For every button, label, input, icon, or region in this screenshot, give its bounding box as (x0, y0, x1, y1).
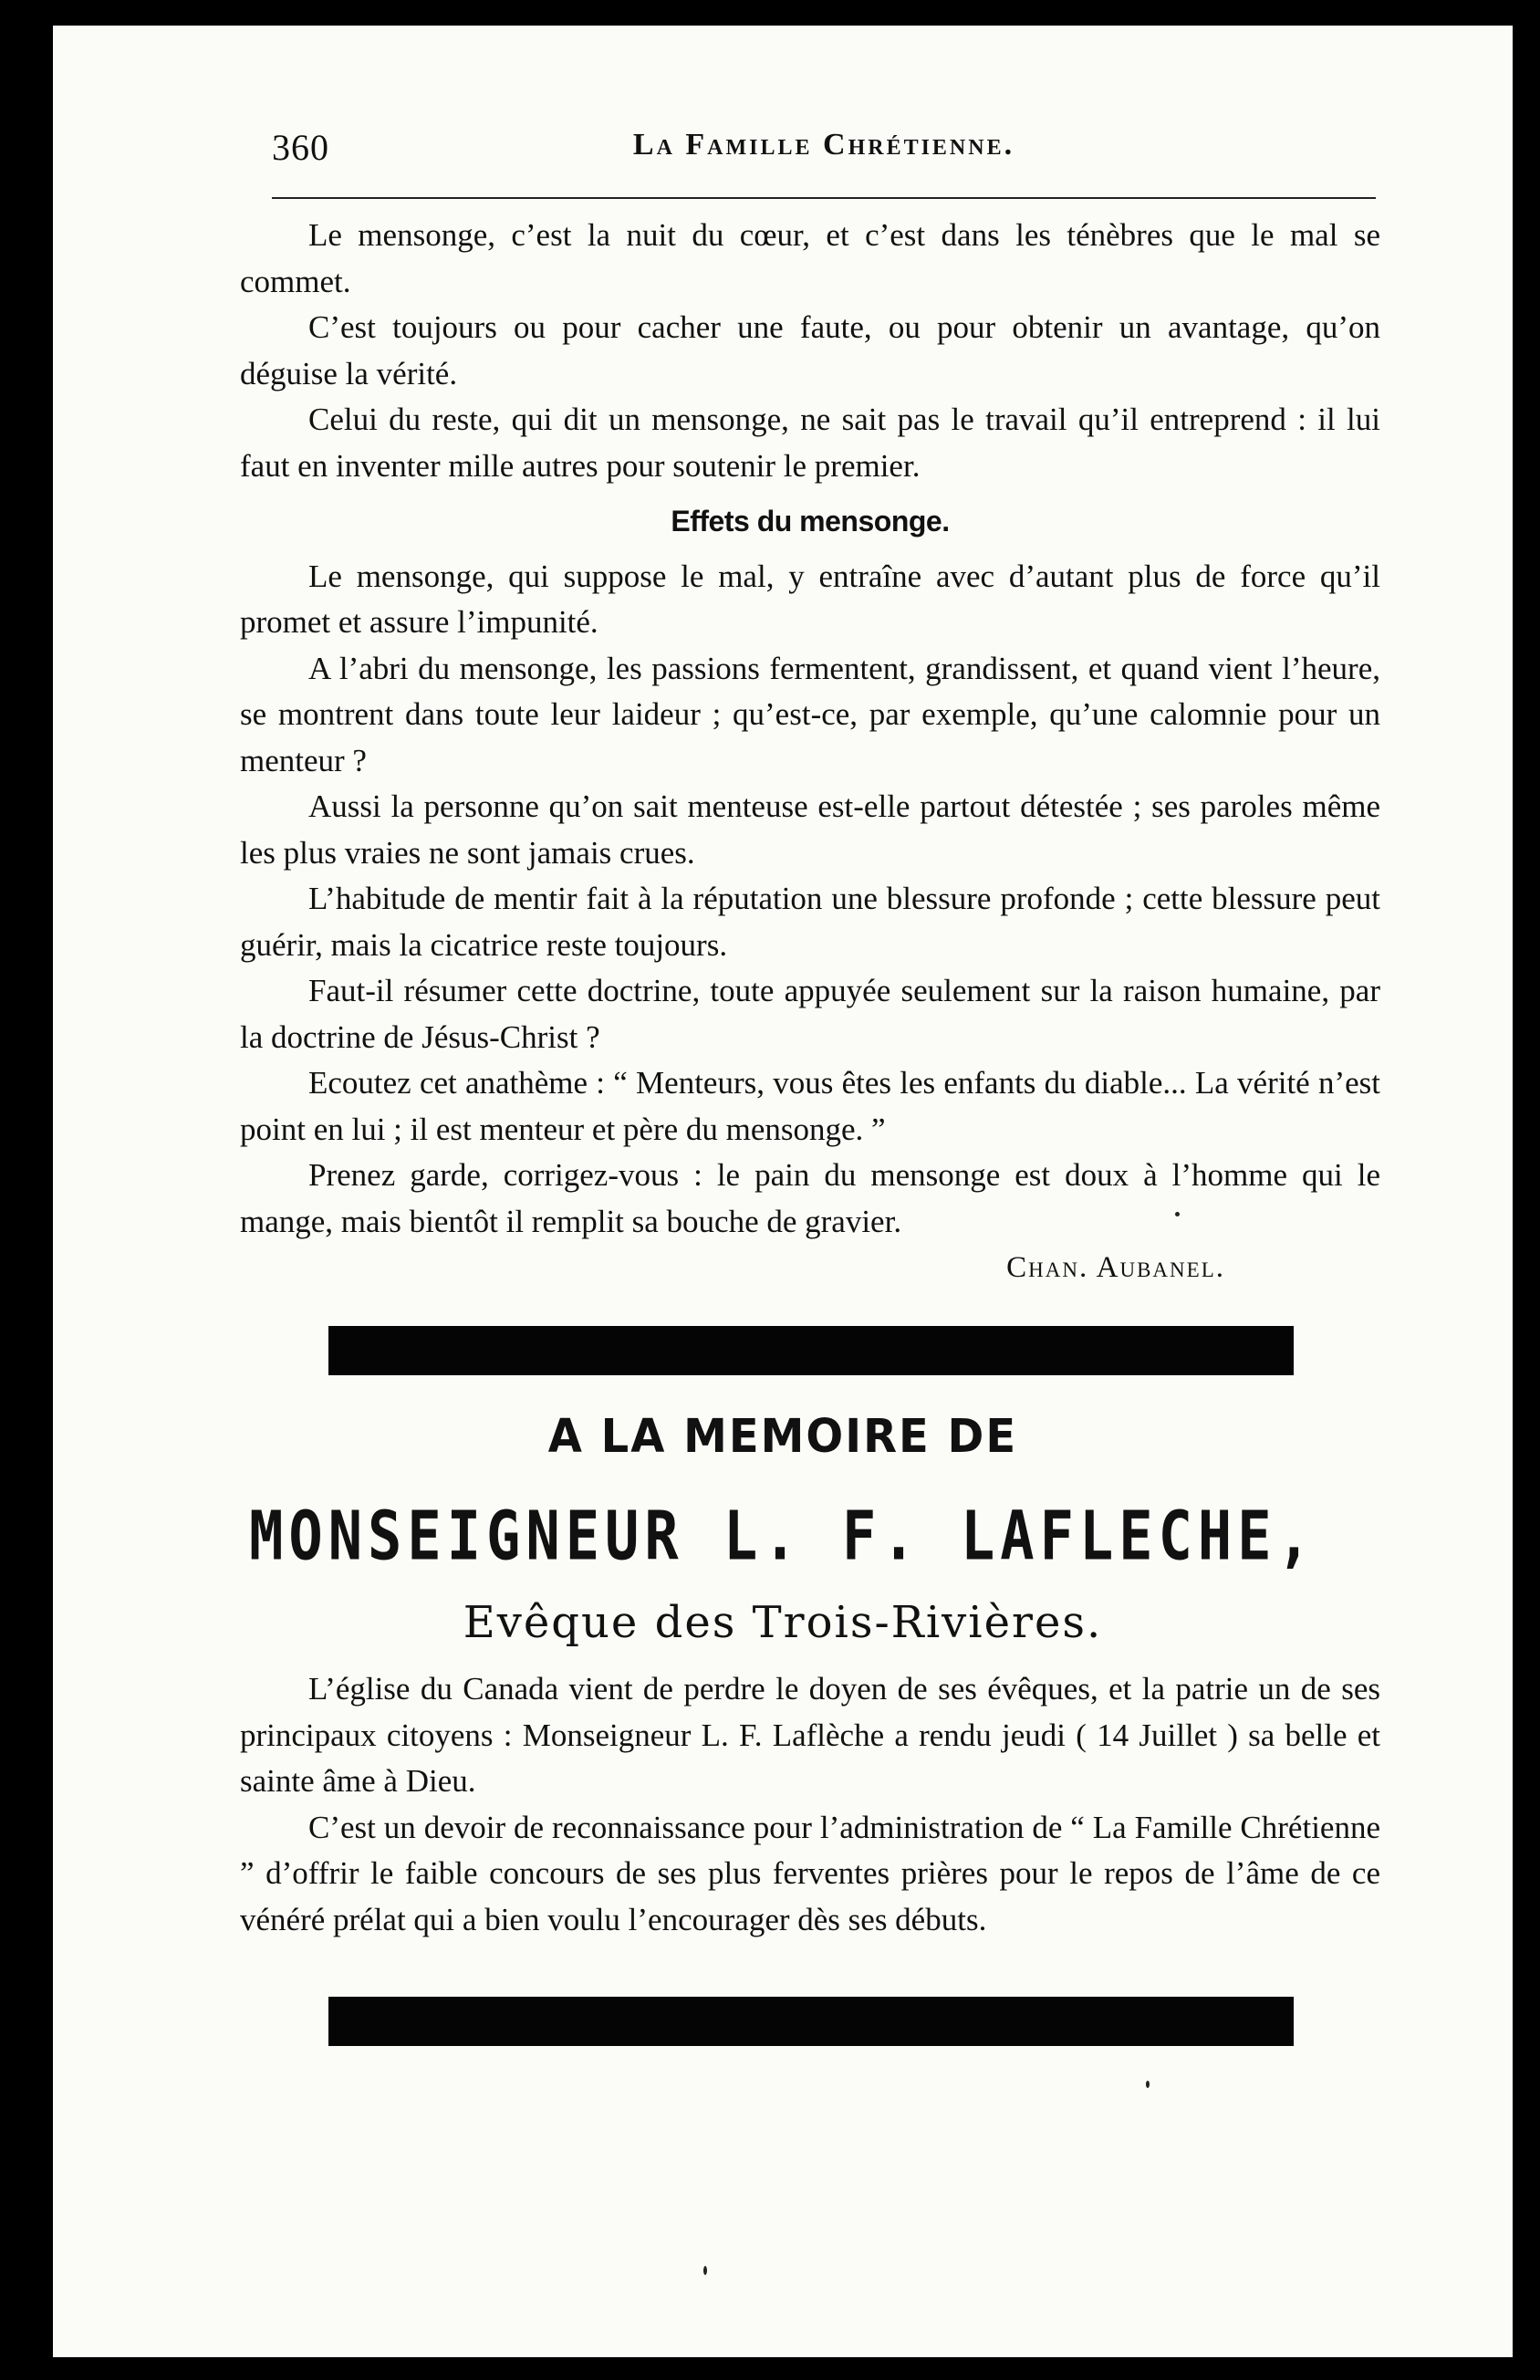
ink-speck (1175, 1212, 1180, 1216)
paragraph: L’église du Canada vient de perdre le doyen de ses évêques, et la patrie un de ses principaux citoyens : Monseigneur L. F. Laflèche a rendu jeudi ( 14 Juillet ) sa belle et sainte âme à Dieu. (240, 1671, 1380, 1799)
memorial-text (240, 1666, 1380, 1943)
black-divider-bottom (328, 1997, 1294, 2046)
paragraph: Le mensonge, c’est la nuit du cœur, et c’est dans les ténèbres que le mal se commet. (240, 217, 1380, 299)
page-header (272, 126, 1376, 181)
book-page (53, 26, 1513, 2357)
paragraph: C’est toujours ou pour cacher une faute, ou pour obtenir un avantage, qu’on déguise la vérité. (240, 309, 1380, 391)
paragraph: Prenez garde, corrigez-vous : le pain du mensonge est doux à l’homme qui le mange, mais bientôt il remplit sa bouche de gravier. (240, 1157, 1380, 1239)
paragraph: Le mensonge, qui suppose le mal, y entraîne avec d’autant plus de force qu’il promet et assure l’impunité. (240, 558, 1380, 640)
black-divider-top (328, 1326, 1294, 1375)
paragraph: A l’abri du mensonge, les passions fermentent, grandissent, et quand vient l’heure, se montrent dans toute leur laideur ; qu’est-ce, par exemple, qu’une calomnie pour un menteur ? (240, 650, 1380, 778)
memorial-title-line-1: A LA MEMOIRE DE (547, 1409, 1018, 1464)
author-signature: Chan. Aubanel. (1006, 1251, 1225, 1284)
memorial-title-line-3: Evêque des Trois-Rivières. (463, 1597, 1103, 1648)
running-title: La Famille Chrétienne. (632, 128, 1015, 162)
ink-speck (1146, 2081, 1150, 2088)
paragraph: Aussi la personne qu’on sait menteuse est-elle partout détestée ; ses paroles même les plus vraies ne sont jamais crues. (240, 788, 1380, 871)
page-number: 360 (272, 127, 329, 168)
ink-speck (703, 2266, 707, 2275)
paragraph: C’est un devoir de reconnaissance pour l’administration de “ La Famille Chrétienne ” d’offrir le faible concours de ses plus ferventes prières pour le repos de l’âme de ce vénéré prélat qui a bien voulu l’encourager dès ses débuts. (240, 1809, 1380, 1937)
header-rule (272, 197, 1376, 199)
memorial-title-line-2: MONSEIGNEUR L. F. LAFLECHE, (249, 1495, 1316, 1576)
paragraph: Faut-il résumer cette doctrine, toute appuyée seulement sur la raison humaine, par la doctrine de Jésus-Christ ? (240, 973, 1380, 1055)
paragraph: Celui du reste, qui dit un mensonge, ne sait pas le travail qu’il entreprend : il lui faut en inventer mille autres pour soutenir le premier. (240, 402, 1380, 484)
section-heading: Effets du mensonge. (671, 505, 950, 538)
paragraph: L’habitude de mentir fait à la réputation une blessure profonde ; cette blessure peut guérir, mais la cicatrice reste toujours. (240, 881, 1380, 963)
article-lying (240, 213, 1380, 1291)
paragraph: Ecoutez cet anathème : “ Menteurs, vous êtes les enfants du diable... La vérité n’est point en lui ; il est menteur et père du mensonge. ” (240, 1065, 1380, 1147)
